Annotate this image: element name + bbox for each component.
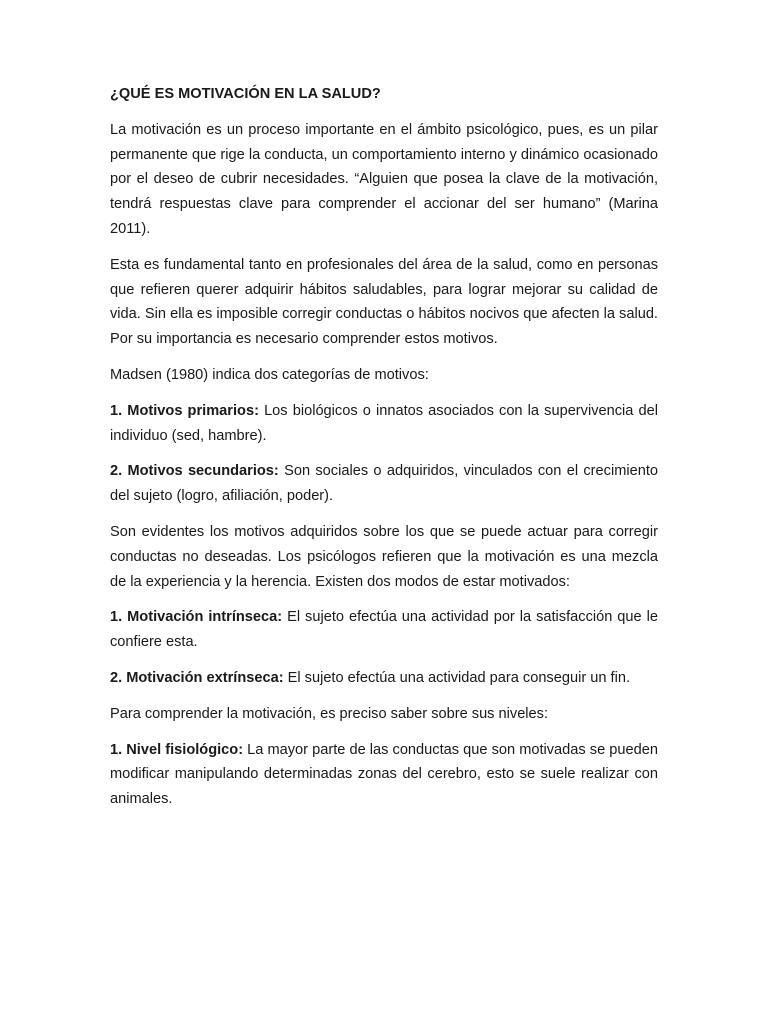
paragraph-categories: Madsen (1980) indica dos categorías de motivos:: [110, 366, 429, 383]
primary-motives-label: 1. Motivos primarios:: [110, 402, 259, 419]
list-item-secondary-motives: [110, 459, 658, 509]
paragraph-importance: Esta es fundamental tanto en profesionales del área de la salud, como en personas que refieren querer adquirir hábitos saludables, para lograr mejorar su calidad de vida. Sin ella es imposible corregir conductas o hábitos nocivos que afecten la salud. Por su importancia es necesario comprender estos motivos.: [110, 256, 658, 348]
secondary-motives-label: 2. Motivos secundarios:: [110, 463, 279, 480]
list-item-physiological-level: [110, 738, 658, 812]
paragraph-intro: La motivación es un proceso importante en el ámbito psicológico, pues, es un pilar permanente que rige la conducta, un comportamiento interno y dinámico ocasionado por el deseo de cubrir necesidades. “Alguien que posea la clave de la motivación, tendrá respuestas clave para comprender el accionar del ser humano” (Marina 2011).: [110, 121, 658, 237]
primary-motives-text: Los biológicos o innatos asociados con la supervivencia del individuo (sed, hambre).: [110, 402, 658, 444]
paragraph-levels: Para comprender la motivación, es preciso saber sobre sus niveles:: [110, 705, 549, 722]
physiological-level-label: 1. Nivel fisiológico:: [110, 741, 244, 758]
intrinsic-text: El sujeto efectúa una actividad por la satisfacción que le confiere esta.: [110, 609, 658, 651]
extrinsic-text: El sujeto efectúa una actividad para conseguir un fin.: [283, 669, 630, 686]
intrinsic-label: 1. Motivación intrínseca:: [110, 609, 283, 626]
document-heading: ¿QUÉ ES MOTIVACIÓN EN LA SALUD?: [110, 86, 381, 102]
physiological-level-text: La mayor parte de las conductas que son motivadas se pueden modificar manipulando determinadas zonas del cerebro, esto se suele realizar con animales.: [110, 741, 658, 808]
secondary-motives-text: Son sociales o adquiridos, vinculados con el crecimiento del sujeto (logro, afiliación, poder).: [110, 463, 658, 505]
paragraph-acquired-motives: Son evidentes los motivos adquiridos sobre los que se puede actuar para corregir conductas no deseadas. Los psicólogos refieren que la motivación es una mezcla de la experiencia y la herencia. Existen dos modos de estar motivados:: [110, 523, 658, 590]
list-item-extrinsic: [110, 666, 658, 691]
list-item-intrinsic: [110, 605, 658, 655]
list-item-primary-motives: [110, 399, 658, 449]
extrinsic-label: 2. Motivación extrínseca:: [110, 669, 284, 686]
document-body: [110, 82, 658, 823]
